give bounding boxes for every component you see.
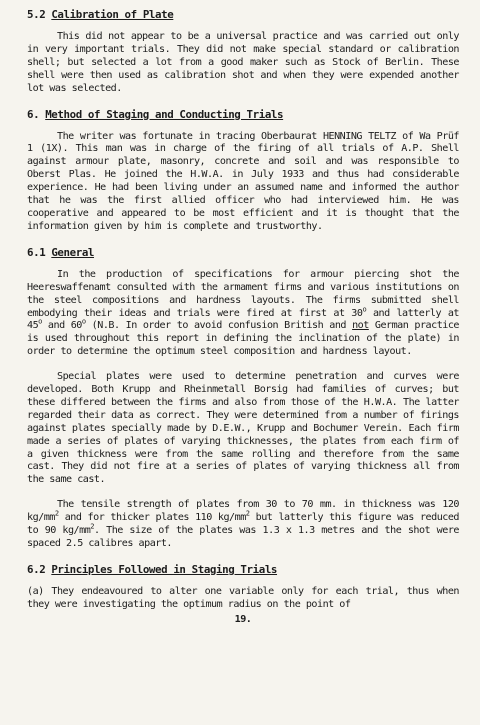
paragraph-principles: (a) They endeavoured to alter one variable only for each trial, thus when they were investigating the optimum radius on the point of bbox=[27, 585, 459, 610]
page-number: 19. bbox=[234, 613, 252, 625]
document-page bbox=[27, 8, 459, 627]
heading-6-2: 6.2 Principles Followed in Staging Trials bbox=[27, 562, 278, 576]
heading-5-2: 5.2 Calibration of Plate bbox=[27, 8, 174, 21]
heading-6: 6. Method of Staging and Conducting Trials bbox=[27, 107, 284, 121]
heading-6-1: 6.1 General bbox=[27, 245, 95, 259]
paragraph-method: The writer was fortunate in tracing Oberbaurat HENNING TELTZ of Wa Prüf 1 (1X). This man was in charge of the firing of all trials of A.P. Shell against armour plate, masonry, concrete and soil and was responsible to Oberst Plas. He joined the H.W.A. in July 1933 and thus had considerable experience. He had been living under an assumed name and informed the author that he was the first allied officer who had interviewed him. He was cooperative and appeared to be most efficient and it is thought that the information given by him is complete and trustworthy. bbox=[27, 130, 459, 232]
paragraph-general-1: In the production of specifications for armour piercing shot the Heereswaffenamt consulted with the armament firms and various institutions on the steel compositions and hardness layouts. The firms submitted shell embodying their ideas and trials were fired at first at 30$^o$ and latterly at 45$^o$ and 60$^o$ (N.B. In order to avoid confusion British and not German practice is used throughout this report in defining the inclination of the plate) in order to determine the optimum steel composition and hardness layout. bbox=[27, 268, 460, 358]
paragraph-general-2: Special plates were used to determine penetration and curves were developed. Both Krupp and Rheinmetall Borsig had families of curves; but these differed between the firms and also from those of the H.W.A. The latter regarded their data as correct. They were determined from a number of firings against plates specially made by D.E.W., Krupp and Bochumer Verein. Each firm made a series of plates of varying thicknesses, the plates from each firm of a given thickness were from the same rolling and therefore from the same cast. They did not fire at a series of plates of varying thickness all from the same cast. bbox=[27, 371, 459, 486]
paragraph-general-3: The tensile strength of plates from 30 to 70 mm. in thickness was 120 $kg/mm^2$ and for thicker plates 110 $kg/mm^2$ but latterly this figure was reduced to 90 $kg/mm^2$. The size of the plates was 1.3 x 1.3 metres and the shot were spaced 2.5 calibres apart. bbox=[27, 499, 459, 549]
paragraph-calibration: This did not appear to be a universal practice and was carried out only in very important trials. They did not make special standard or calibration shell; but selected a lot from a good maker such as Stock of Berlin. These shell were then used as calibration shot and when they were expended another lot was selected. bbox=[27, 31, 459, 94]
